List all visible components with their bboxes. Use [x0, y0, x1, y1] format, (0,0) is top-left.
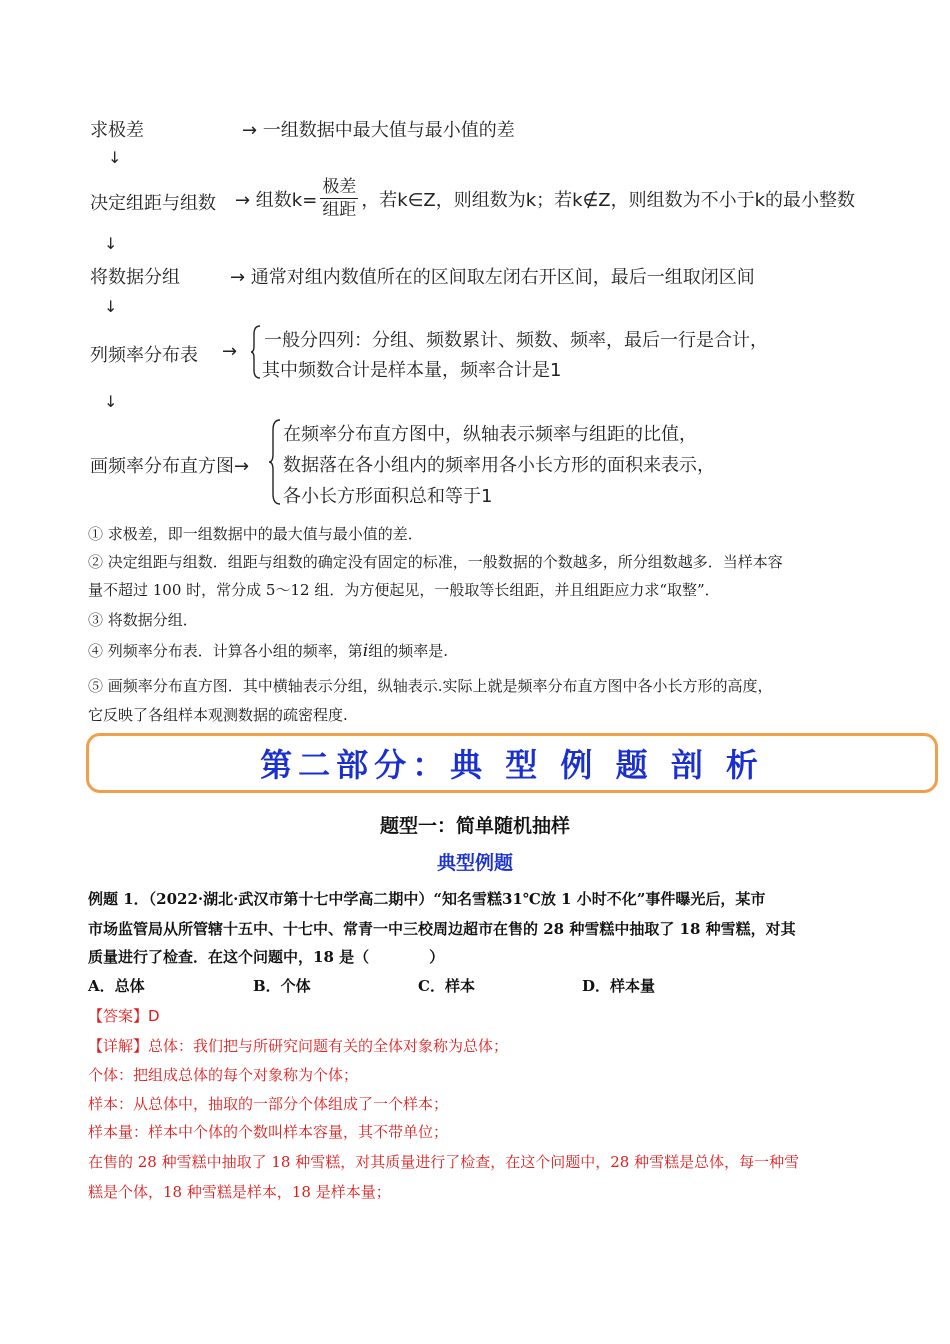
note-3: ③ 将数据分组．	[88, 611, 198, 629]
flow-step4-line2: 其中频数合计是样本量，频率合计是1	[262, 360, 562, 381]
flow-step2-label: 决定组距与组数	[90, 193, 216, 214]
variable-i: i	[362, 641, 369, 661]
down-arrow-icon: ↓	[104, 234, 118, 253]
note-4b: 组的频率是.	[368, 642, 448, 660]
flow-step4-line1: 一般分四列：分组、频数累计、频数、频率，最后一行是合计，	[264, 330, 768, 351]
flow-step2-suffix: ，若k∈Z，则组数为k；若k∉Z，则组数为不小于k的最小整数	[361, 189, 856, 211]
flow-step3-label: 将数据分组	[90, 267, 180, 288]
down-arrow-icon: ↓	[104, 392, 118, 411]
answer-label: 【答案】D	[88, 1007, 160, 1025]
fraction-denominator: 组距	[322, 200, 357, 220]
note-1: ① 求极差，即一组数据中的最大值与最小值的差．	[88, 525, 423, 543]
flow-step4-label: 列频率分布表	[90, 345, 198, 366]
note-2b: 量不超过 100 时，常分成 5～12 组．为方便起见，一般取等长组距，并且组距应力求“取整”．	[88, 581, 720, 599]
answer-detail-3: 样本：从总体中，抽取的一部分个体组成了一个样本；	[88, 1095, 449, 1113]
down-arrow-icon: ↓	[108, 148, 122, 167]
section-banner	[86, 733, 938, 793]
left-brace-icon	[250, 324, 262, 380]
option-b: B．个体	[253, 977, 311, 995]
flow-step5-label: 画频率分布直方图→	[90, 456, 250, 477]
left-brace-icon	[268, 418, 282, 506]
option-d: D．样本量	[582, 977, 656, 995]
flow-step2-prefix: → 组数k=	[235, 189, 318, 211]
down-arrow-icon: ↓	[104, 297, 118, 316]
flow-step1-label: 求极差	[90, 120, 144, 141]
answer-detail-2: 个体：把组成总体的每个对象称为个体；	[88, 1066, 359, 1084]
group-count-fraction	[320, 176, 358, 221]
note-2a: ② 决定组距与组数．组距与组数的确定没有固定的标准，一般数据的个数越多，所分组数越多．当样本容	[88, 553, 783, 571]
note-4a: ④ 列频率分布表．计算各小组的频率，第	[88, 642, 363, 660]
note-5a: ⑤ 画频率分布直方图．其中横轴表示分组，纵轴表示.实际上就是频率分布直方图中各小长方形的高度，	[88, 677, 773, 695]
note-4	[88, 640, 448, 661]
section-subtitle: 典型例题	[436, 852, 513, 874]
flow-step1-desc: → 一组数据中最大值与最小值的差	[242, 120, 515, 141]
example-line1: 例题 1．（2022·湖北·武汉市第十七中学高二期中）“知名雪糕31℃放 1 小时不化”事件曝光后，某市	[88, 890, 766, 908]
flow-step5-line2: 数据落在各小组内的频率用各小长方形的面积来表示，	[283, 455, 715, 476]
flow-step5-line3: 各小长方形面积总和等于1	[283, 486, 493, 507]
note-5b: 它反映了各组样本观测数据的疏密程度.	[88, 706, 348, 724]
answer-detail-1: 【详解】总体：我们把与所研究问题有关的全体对象称为总体；	[88, 1037, 509, 1055]
flow-step4-arrow: →	[222, 341, 238, 362]
section-title: 题型一：简单随机抽样	[379, 815, 570, 837]
answer-detail-5: 在售的 28 种雪糕中抽取了 18 种雪糕，对其质量进行了检查，在这个问题中，28 种雪糕是总体，每一种雪	[88, 1153, 800, 1171]
fraction-numerator: 极差	[322, 177, 357, 197]
flow-step5-line1: 在频率分布直方图中，纵轴表示频率与组距的比值，	[283, 424, 697, 445]
example-line2: 市场监管局从所管辖十五中、十七中、常青一中三校周边超市在售的 28 种雪糕中抽取了 18 种雪糕，对其	[88, 920, 796, 938]
flow-step2-desc	[235, 176, 855, 221]
example-line3: 质量进行了检查．在这个问题中，18 是（ ）	[88, 948, 445, 966]
option-a: A．总体	[88, 977, 145, 995]
flow-step3-desc: → 通常对组内数值所在的区间取左闭右开区间，最后一组取闭区间	[230, 267, 755, 288]
banner-title: 第二部分：典 型 例 题 剖 析	[260, 746, 764, 784]
answer-detail-4: 样本量：样本中个体的个数叫样本容量，其不带单位；	[88, 1123, 449, 1141]
answer-detail-6: 糕是个体，18 种雪糕是样本，18 是样本量；	[88, 1183, 391, 1201]
option-c: C．样本	[418, 977, 475, 995]
